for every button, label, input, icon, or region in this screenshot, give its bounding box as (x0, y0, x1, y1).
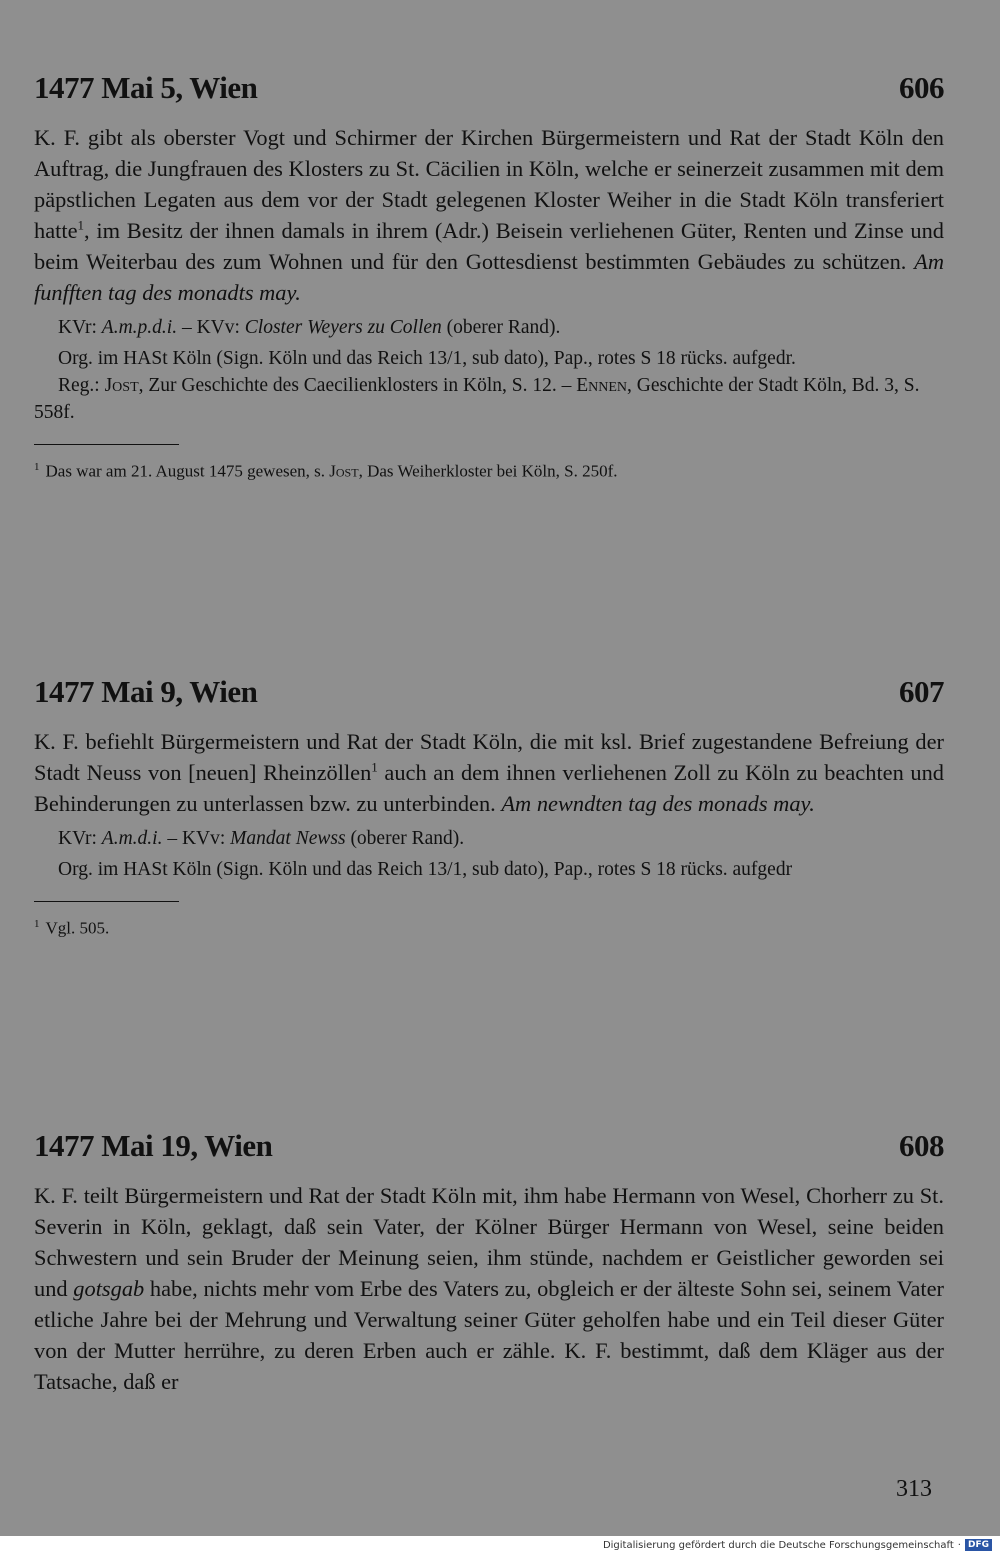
body-italic: gotsgab (73, 1276, 145, 1301)
footnote-rule (34, 901, 179, 902)
entry-date-place: 1477 Mai 9, Wien (34, 674, 258, 709)
entry-number: 607 (899, 674, 944, 709)
entry-606 (34, 70, 944, 484)
entry-header (34, 1128, 944, 1164)
dating-formula: Am newndten tag des monads may. (501, 791, 815, 816)
entry-607 (34, 674, 944, 941)
regest-line: Reg.: Jost, Zur Geschichte des Caecilienklosters in Köln, S. 12. – Ennen, Geschichte der Stadt Köln, Bd. 3, S. 558f. (34, 375, 920, 423)
entry-608 (34, 1128, 944, 1397)
entry-date-place: 1477 Mai 19, Wien (34, 1128, 273, 1163)
entry-body (34, 122, 944, 308)
entry-header (34, 674, 944, 710)
body-text-cont: auch an dem ihnen verliehenen Zoll zu Köln zu beachten und Behinderungen zu unterlassen bzw. zu unterbinden. (34, 760, 944, 816)
body-text-cont: habe, nichts mehr vom Erbe des Vaters zu, obgleich er der älteste Sohn sei, seinem Vater etliche Jahre bei der Mehrung und Verwaltung seiner Güter geholfen habe und ein Teil dieser Güter von der Mutter herrühre, zu deren Erben auch er zähle. K. F. bestimmt, daß dem Kläger aus der Tatsache, daß er (34, 1276, 945, 1394)
entry-meta (34, 825, 944, 883)
footer: Digitalisierung gefördert durch die Deutsche Forschungsgemeinschaft · DFG (603, 1539, 992, 1551)
footnote-ref: 1 (77, 217, 85, 233)
entry-header (34, 70, 944, 106)
entry-number: 606 (899, 70, 944, 105)
original-line: Org. im HASt Köln (Sign. Köln und das Reich 13/1, sub dato), Pap., rotes S 18 rücks. aufgedr. (58, 348, 796, 369)
body-text: K. F. teilt Bürgermeistern und Rat der Stadt Köln mit, ihm habe Hermann von Wesel, Chorherr zu St. Severin in Köln, geklagt, daß sein Vater, der Kölner Bürger Hermann von Wesel, seine beiden Schwestern und sein Bruder der Meinung seien, ihm stünde, nachdem er Geistlicher geworden sei und (34, 1183, 944, 1301)
kv-line: KVr: A.m.p.d.i. – KVv: Closter Weyers zu Collen (oberer Rand). (58, 317, 561, 338)
footnote-ref: 1 (371, 759, 378, 775)
body-text-cont: , im Besitz der ihnen damals in ihrem (Adr.) Beisein verliehenen Güter, Renten und Zinse und beim Weiterbau des zum Wohnen und für den Gottesdienst bestimmten Gebäudes zu schützen. (34, 218, 944, 274)
entry-meta (34, 314, 944, 426)
kv-line: KVr: A.m.d.i. – KVv: Mandat Newss (oberer Rand). (58, 828, 465, 849)
footnote: $^1$ Das war am 21. August 1475 gewesen, s. Jost, Das Weiherkloster bei Köln, S. 250f. (34, 461, 618, 481)
body-text: K. F. gibt als oberster Vogt und Schirmer der Kirchen Bürgermeistern und Rat der Stadt Köln den Auftrag, die Jungfrauen des Klosters zu St. Cäcilien in Köln, welche er seinerzeit zusammen mit dem päpstlichen Legaten aus dem vor der Stadt gelegenen Kloster Weiher in die Stadt Köln transferiert hatte (34, 125, 944, 243)
entry-number: 608 (899, 1128, 944, 1163)
entry-date-place: 1477 Mai 5, Wien (34, 70, 258, 105)
footnote: $^1$ Vgl. 505. (34, 918, 110, 938)
entry-body (34, 1180, 944, 1397)
entry-body (34, 726, 944, 819)
footnote-rule (34, 444, 179, 445)
body-text: K. F. befiehlt Bürgermeistern und Rat der Stadt Köln, die mit ksl. Brief zugestandene Befreiung der Stadt Neuss von [neuen] Rheinzöllen (34, 729, 944, 785)
page-number: 313 (896, 1476, 932, 1502)
dating-formula: Am funfften tag des monadts may. (34, 249, 944, 305)
dfg-logo-icon: DFG (965, 1539, 992, 1551)
footer-text: Digitalisierung gefördert durch die Deutsche Forschungsgemeinschaft (602, 1539, 954, 1551)
original-line: Org. im HASt Köln (Sign. Köln und das Reich 13/1, sub dato), Pap., rotes S 18 rücks. aufgedr (58, 859, 793, 880)
